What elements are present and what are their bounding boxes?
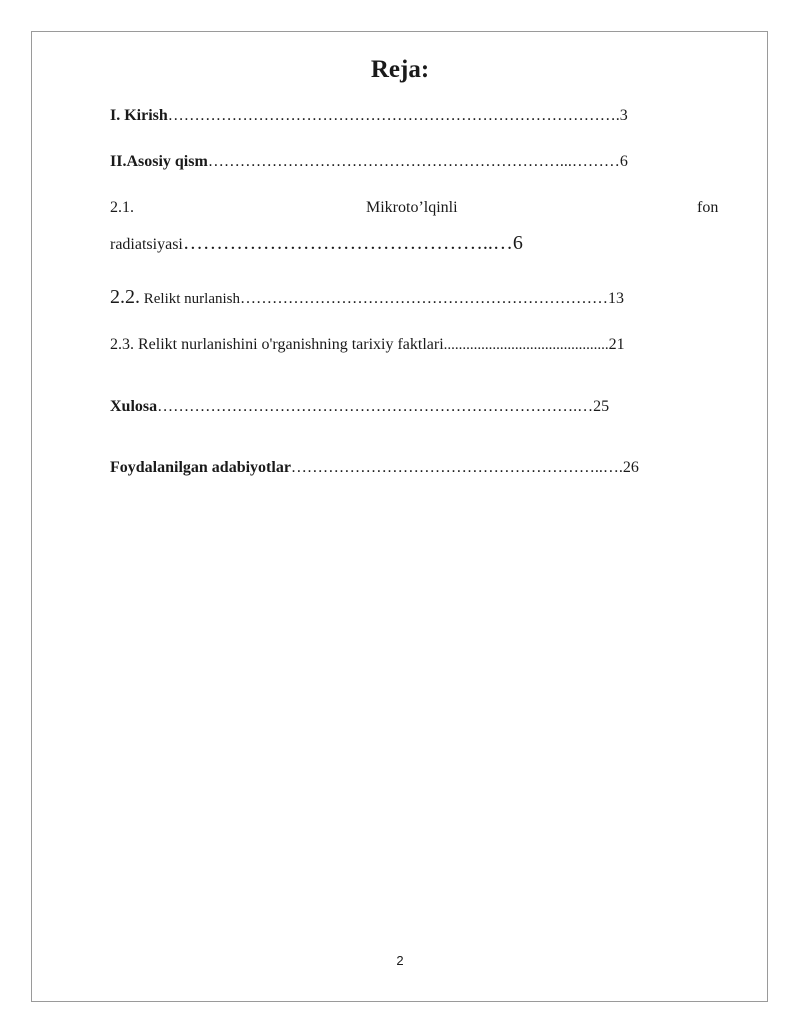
- toc-leader-dots: ……………………………………………………………: [240, 290, 608, 307]
- toc-page-number: 6: [512, 232, 523, 254]
- toc-entry-xulosa: [110, 398, 609, 416]
- toc-label: I. Kirish: [110, 107, 168, 124]
- toc-section-number: 2.2.: [110, 286, 140, 308]
- toc-entry-adabiyotlar: [110, 459, 639, 477]
- toc-entry-2-1-word: Mikroto’lqinli: [366, 199, 458, 216]
- toc-leader-dots: …………………………………………………………...………: [207, 153, 620, 170]
- toc-entry-2-1-line2: [110, 232, 523, 255]
- toc-leader-dots: …………………………………………………..….: [290, 459, 623, 476]
- toc-page-number: 26: [622, 459, 639, 476]
- toc-label: Relikt nurlanish: [140, 291, 240, 307]
- toc-entry-2-1-number: 2.1.: [110, 199, 134, 216]
- toc-page-number: 25: [593, 398, 610, 415]
- toc-leader-dots: ………………………………………..…: [182, 232, 513, 254]
- page-number: 2: [396, 953, 404, 968]
- toc-entry-2-1-word: fon: [697, 199, 719, 216]
- page-title: Reja:: [370, 56, 430, 83]
- page-border: [31, 31, 768, 1002]
- toc-entry-2-3: [110, 336, 625, 354]
- toc-page-number: 6: [619, 153, 628, 170]
- toc-label: 2.3. Relikt nurlanishini o'rganishning tarixiy faktlari: [110, 336, 444, 353]
- toc-label: Foydalanilgan adabiyotlar: [110, 459, 291, 476]
- toc-leader-dots: ............................................: [443, 337, 609, 353]
- toc-entry-asosiy-qism: [110, 153, 628, 171]
- toc-label: II.Asosiy qism: [110, 153, 208, 170]
- toc-page-number: 13: [608, 290, 624, 307]
- toc-label: Xulosa: [110, 398, 158, 415]
- toc-leader-dots: ………………………………………………………………………….: [167, 107, 620, 124]
- toc-entry-2-2: [110, 286, 624, 309]
- toc-leader-dots: …………………………………………………………………….…: [157, 398, 594, 415]
- toc-page-number: 3: [619, 107, 628, 124]
- toc-label: radiatsiyasi: [110, 236, 183, 253]
- toc-page-number: 21: [608, 336, 625, 353]
- toc-entry-kirish: [110, 107, 628, 125]
